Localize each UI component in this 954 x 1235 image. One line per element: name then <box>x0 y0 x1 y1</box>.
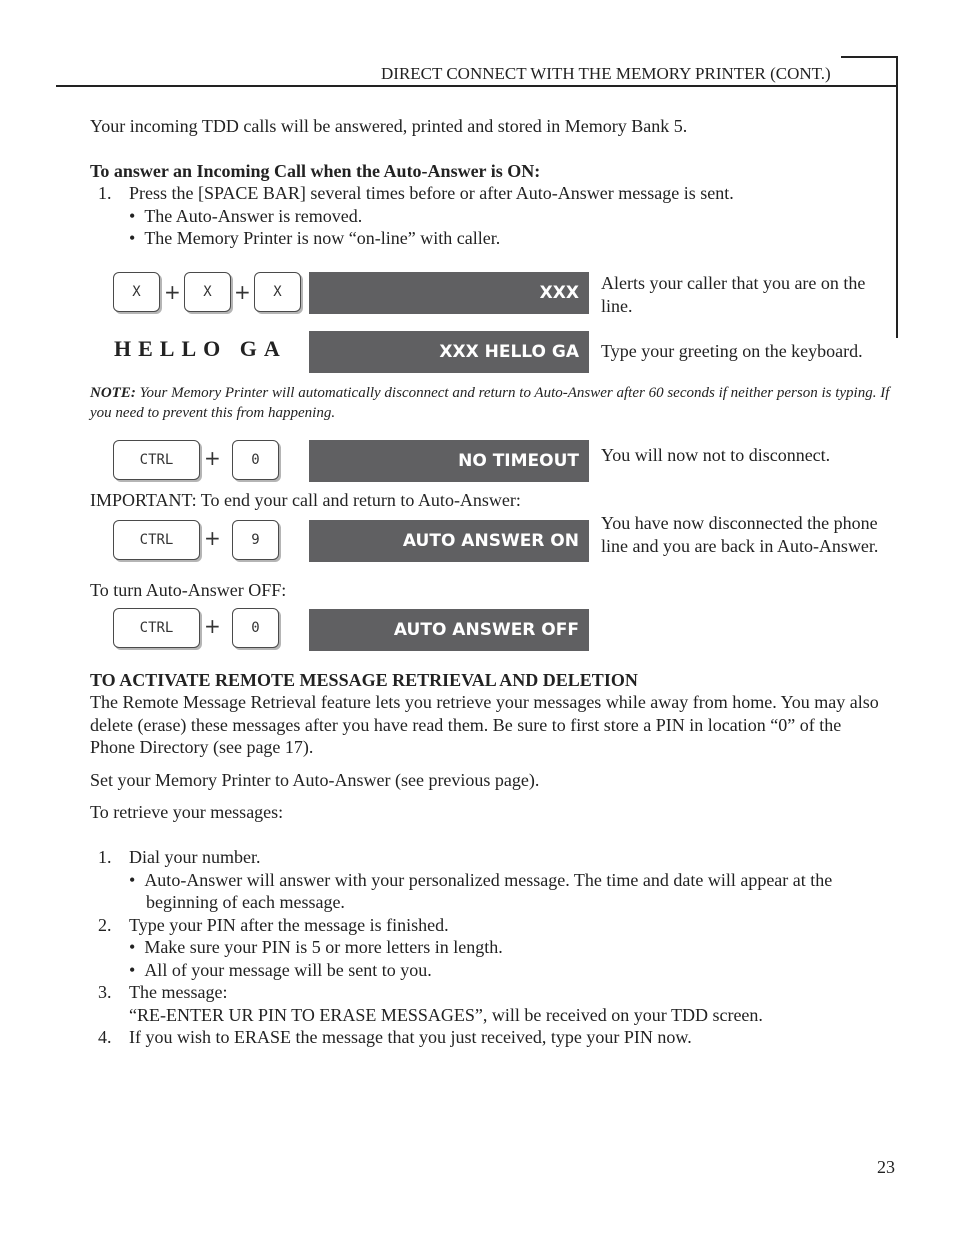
row-description: You have now disconnected the phone line and you are back in Auto-Answer. <box>601 513 879 556</box>
display-screen: NO TIMEOUT <box>309 440 589 482</box>
answer-steps <box>90 182 890 250</box>
key-ctrl: CTRL <box>113 608 200 648</box>
note-text: Your Memory Printer will automatically disconnect and return to Auto-Answer after 60 seconds if neither person is typing. If you need to prevent this from happening. <box>90 385 890 421</box>
important-text: IMPORTANT: To end your call and return to Auto-Answer: <box>90 490 521 510</box>
remote-heading: TO ACTIVATE REMOTE MESSAGE RETRIEVAL AND DELETION <box>90 670 638 690</box>
step-text: Press the [SPACE BAR] several times before or after Auto-Answer message is sent. <box>129 183 734 203</box>
answer-heading: To answer an Incoming Call when the Auto-Answer is ON: <box>90 161 541 181</box>
page-tab-top <box>841 56 898 58</box>
display-screen: XXX <box>309 272 589 314</box>
display-screen: XXX HELLO GA <box>309 331 589 373</box>
retrieve-text: To retrieve your messages: <box>90 802 284 822</box>
list-item: 2. Type your PIN after the message is finished. • Make sure your PIN is 5 or more letters in length. • All of your message will be sent to you. <box>90 914 890 982</box>
key-9: 9 <box>232 520 279 560</box>
list-item: 3. The message: “RE-ENTER UR PIN TO ERASE MESSAGES”, will be received on your TDD screen. <box>98 982 763 1025</box>
turn-off-text: To turn Auto-Answer OFF: <box>90 580 287 600</box>
step-number: 1. <box>98 183 112 203</box>
key-x: X <box>184 272 231 312</box>
plus-sign: + <box>164 280 181 304</box>
remote-paragraph: The Remote Message Retrieval feature lets you retrieve your messages while away from home. You may also delete (erase) these messages after you have read them. Be sure to first store a PIN in location “0” of the Phone Directory (see page 17). <box>90 692 879 757</box>
header-rule <box>56 85 898 87</box>
key-0: 0 <box>232 440 279 480</box>
key-ctrl: CTRL <box>113 440 200 480</box>
display-screen: AUTO ANSWER OFF <box>309 609 589 651</box>
key-ctrl: CTRL <box>113 520 200 560</box>
list-item: 4. If you wish to ERASE the message that you just received, type your PIN now. <box>98 1027 692 1047</box>
note-label: NOTE: <box>90 385 136 401</box>
row-description: Type your greeting on the keyboard. <box>601 341 863 361</box>
key-x: X <box>254 272 301 312</box>
key-0: 0 <box>232 608 279 648</box>
bullet-item: • The Auto-Answer is removed. <box>129 205 363 226</box>
page-tab-side <box>896 56 898 338</box>
retrieval-steps <box>90 846 890 1049</box>
row-description: You will now not to disconnect. <box>601 445 831 465</box>
set-auto-answer-text: Set your Memory Printer to Auto-Answer (see previous page). <box>90 770 540 790</box>
bullet-item: • All of your message will be sent to you. <box>129 959 432 980</box>
row-description: Alerts your caller that you are on the line. <box>601 273 866 316</box>
plus-sign: + <box>204 614 221 638</box>
bullet-item: • Make sure your PIN is 5 or more letters in length. <box>129 937 503 957</box>
bullet-item: • The Memory Printer is now “on-line” with caller. <box>129 228 501 248</box>
typed-greeting: HELLO GA <box>114 336 287 361</box>
running-header: DIRECT CONNECT WITH THE MEMORY PRINTER (CONT.) <box>381 64 831 83</box>
page-number: 23 <box>877 1157 895 1177</box>
list-item: 1. Dial your number. • Auto-Answer will answer with your personalized message. The time and date will appear at the beginning of each message. <box>90 846 890 914</box>
note <box>90 384 890 423</box>
intro-text: Your incoming TDD calls will be answered, printed and stored in Memory Bank 5. <box>90 116 688 136</box>
bullet-item: • Auto-Answer will answer with your personalized message. The time and date will appear at the beginning of each message. <box>129 869 833 912</box>
key-x: X <box>113 272 160 312</box>
plus-sign: + <box>234 280 251 304</box>
plus-sign: + <box>204 446 221 470</box>
plus-sign: + <box>204 526 221 550</box>
display-screen: AUTO ANSWER ON <box>309 520 589 562</box>
